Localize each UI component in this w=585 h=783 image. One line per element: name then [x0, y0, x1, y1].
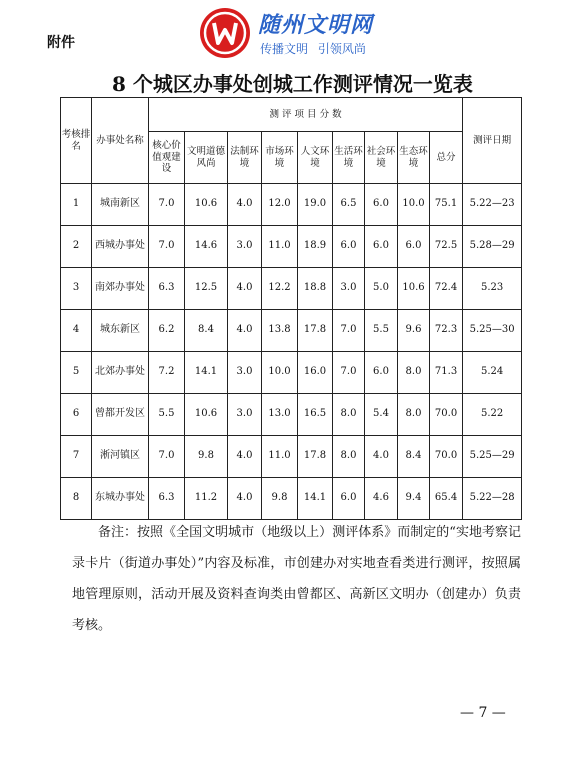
header-name: 办事处名称	[92, 98, 149, 184]
table-row	[61, 184, 522, 226]
rank-cell: 3	[61, 268, 92, 310]
header-item: 市场环境	[262, 132, 298, 184]
rank-cell: 6	[61, 394, 92, 436]
table-row	[61, 268, 522, 310]
score-cell: 9.8	[185, 436, 228, 478]
score-cell: 6.0	[333, 478, 365, 520]
score-cell: 14.1	[185, 352, 228, 394]
score-cell: 6.0	[365, 226, 398, 268]
score-cell: 7.2	[149, 352, 185, 394]
score-cell: 3.0	[333, 268, 365, 310]
score-cell: 6.0	[398, 226, 430, 268]
score-cell: 17.8	[298, 436, 333, 478]
table-row	[61, 226, 522, 268]
score-cell: 3.0	[228, 226, 262, 268]
header-item: 总分	[430, 132, 463, 184]
name-cell: 曾都开发区	[92, 394, 149, 436]
site-logo[interactable]	[200, 8, 400, 62]
score-cell: 3.0	[228, 352, 262, 394]
score-cell: 6.5	[333, 184, 365, 226]
score-cell: 8.4	[398, 436, 430, 478]
score-cell: 16.0	[298, 352, 333, 394]
rank-cell: 5	[61, 352, 92, 394]
score-cell: 8.0	[333, 436, 365, 478]
name-cell: 城东新区	[92, 310, 149, 352]
score-cell: 3.0	[228, 394, 262, 436]
score-cell: 11.0	[262, 226, 298, 268]
table-row	[61, 478, 522, 520]
score-cell: 11.2	[185, 478, 228, 520]
score-cell: 7.0	[149, 436, 185, 478]
score-cell: 10.0	[398, 184, 430, 226]
header-item: 文明道德风尚	[185, 132, 228, 184]
score-cell: 6.2	[149, 310, 185, 352]
score-cell: 5.0	[365, 268, 398, 310]
header-rank: 考核排名	[61, 98, 92, 184]
score-cell: 10.0	[262, 352, 298, 394]
logo-site-name: 随州文明网	[258, 13, 374, 38]
score-cell: 10.6	[398, 268, 430, 310]
date-cell: 5.22—28	[463, 478, 522, 520]
name-cell: 东城办事处	[92, 478, 149, 520]
score-cell: 5.4	[365, 394, 398, 436]
score-cell: 4.6	[365, 478, 398, 520]
page-number: — 7 —	[460, 705, 506, 721]
name-cell: 南郊办事处	[92, 268, 149, 310]
score-cell: 9.6	[398, 310, 430, 352]
name-cell: 淅河镇区	[92, 436, 149, 478]
note-paragraph: 备注：按照《全国文明城市（地级以上）测评体系》而制定的“实地考察记录卡片（街道办事处）”内容及标准，市创建办对实地查看类进行测评，按照属地管理原则，活动开展及资料查询类由曾都区、高新区文明办（创建办）负责考核。	[72, 525, 521, 633]
score-cell: 16.5	[298, 394, 333, 436]
date-cell: 5.25—30	[463, 310, 522, 352]
score-cell: 7.0	[333, 310, 365, 352]
score-cell: 72.3	[430, 310, 463, 352]
name-cell: 城南新区	[92, 184, 149, 226]
evaluation-table	[60, 97, 522, 520]
table-row	[61, 310, 522, 352]
score-cell: 70.0	[430, 394, 463, 436]
score-cell: 8.4	[185, 310, 228, 352]
score-cell: 9.4	[398, 478, 430, 520]
score-cell: 6.0	[365, 184, 398, 226]
header-group: 测 评 项 目 分 数	[149, 98, 463, 132]
score-cell: 12.2	[262, 268, 298, 310]
score-cell: 18.8	[298, 268, 333, 310]
header-item: 核心价值观建设	[149, 132, 185, 184]
header-date: 测评日期	[463, 98, 522, 184]
table-body	[61, 184, 522, 520]
score-cell: 6.3	[149, 478, 185, 520]
date-cell: 5.22—23	[463, 184, 522, 226]
header-item: 人文环境	[298, 132, 333, 184]
score-cell: 4.0	[228, 436, 262, 478]
score-cell: 4.0	[228, 184, 262, 226]
header-item: 法制环境	[228, 132, 262, 184]
score-cell: 19.0	[298, 184, 333, 226]
date-cell: 5.22	[463, 394, 522, 436]
score-cell: 10.6	[185, 184, 228, 226]
header-item: 生活环境	[333, 132, 365, 184]
score-cell: 65.4	[430, 478, 463, 520]
score-cell: 5.5	[149, 394, 185, 436]
score-cell: 17.8	[298, 310, 333, 352]
score-cell: 13.0	[262, 394, 298, 436]
score-cell: 13.8	[262, 310, 298, 352]
date-cell: 5.23	[463, 268, 522, 310]
name-cell: 北郊办事处	[92, 352, 149, 394]
rank-cell: 4	[61, 310, 92, 352]
rank-cell: 1	[61, 184, 92, 226]
name-cell: 西城办事处	[92, 226, 149, 268]
date-cell: 5.25—29	[463, 436, 522, 478]
logo-emblem-icon	[200, 8, 250, 58]
score-cell: 72.4	[430, 268, 463, 310]
table-row	[61, 394, 522, 436]
header-item: 社会环境	[365, 132, 398, 184]
date-cell: 5.28—29	[463, 226, 522, 268]
document-title: 8 个城区办事处创城工作测评情况一览表	[112, 72, 473, 96]
score-cell: 6.3	[149, 268, 185, 310]
rank-cell: 2	[61, 226, 92, 268]
logo-slogan: 传播文明 引领风尚	[260, 42, 366, 56]
score-cell: 4.0	[228, 310, 262, 352]
score-cell: 70.0	[430, 436, 463, 478]
table-row	[61, 436, 522, 478]
score-cell: 8.0	[398, 352, 430, 394]
score-cell: 12.5	[185, 268, 228, 310]
score-cell: 4.0	[365, 436, 398, 478]
score-cell: 4.0	[228, 478, 262, 520]
table-row	[61, 352, 522, 394]
score-cell: 5.5	[365, 310, 398, 352]
score-cell: 9.8	[262, 478, 298, 520]
date-cell: 5.24	[463, 352, 522, 394]
score-cell: 12.0	[262, 184, 298, 226]
score-cell: 72.5	[430, 226, 463, 268]
rank-cell: 8	[61, 478, 92, 520]
score-cell: 10.6	[185, 394, 228, 436]
score-cell: 71.3	[430, 352, 463, 394]
header-item: 生态环境	[398, 132, 430, 184]
rank-cell: 7	[61, 436, 92, 478]
score-cell: 14.6	[185, 226, 228, 268]
score-cell: 6.0	[365, 352, 398, 394]
score-cell: 75.1	[430, 184, 463, 226]
score-cell: 8.0	[333, 394, 365, 436]
score-cell: 4.0	[228, 268, 262, 310]
score-cell: 7.0	[149, 226, 185, 268]
score-cell: 7.0	[149, 184, 185, 226]
score-cell: 7.0	[333, 352, 365, 394]
score-cell: 8.0	[398, 394, 430, 436]
attachment-label: 附件	[47, 35, 75, 51]
score-cell: 18.9	[298, 226, 333, 268]
score-cell: 6.0	[333, 226, 365, 268]
score-cell: 14.1	[298, 478, 333, 520]
score-cell: 11.0	[262, 436, 298, 478]
